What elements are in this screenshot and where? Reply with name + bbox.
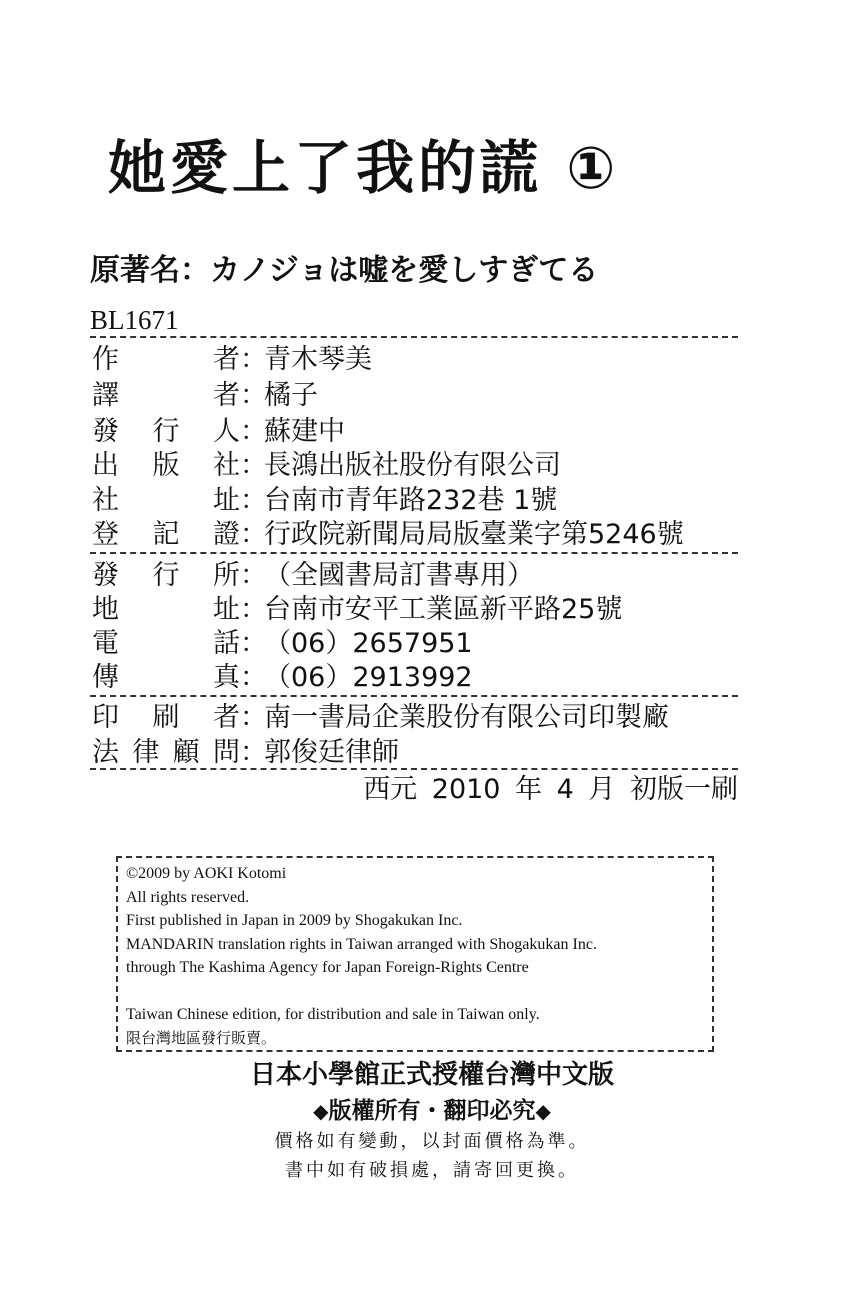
copyright-line: through The Kashima Agency for Japan Foreign-Rights Centre [126,959,529,977]
copyright-box [116,856,714,1052]
copyright-line: 限台灣地區發行販賣。 [126,1028,277,1047]
credit-separator: ： [240,450,267,481]
spacer [126,980,704,1003]
copyright-line: ©2009 by AOKI Kotomi [126,865,287,882]
publish-date: 西元 2010 年 4 月 初版一刷 [363,774,738,805]
credit-label: 出版社 [92,450,240,481]
credit-value: 行政院新聞局局版臺業字第5246號 [264,519,684,550]
credit-label: 發行所 [92,560,240,591]
credit-label: 傳真 [92,662,240,693]
credit-label: 登記證 [92,519,240,550]
credit-label: 譯者 [92,380,240,411]
credit-value: 台南市安平工業區新平路25號 [264,594,623,625]
credit-label: 印刷者 [92,702,240,733]
credit-value: 青木琴美 [264,344,372,375]
credit-row-fax [92,658,473,698]
credit-label: 社址 [92,485,240,516]
credit-separator: ： [240,737,267,768]
copyright-line: MANDARIN translation rights in Taiwan arranged with Shogakukan Inc. [126,935,597,953]
damage-notice: 書中如有破損處，請寄回更換。 [285,1160,579,1181]
credit-separator: ： [240,380,267,411]
credit-label: 作者 [92,344,240,375]
copyright-line: First published in Japan in 2009 by Shogakukan Inc. [126,912,463,930]
credit-row-press [92,446,561,486]
credit-separator: ： [240,702,267,733]
credit-separator: ： [240,594,267,625]
rights-statement [0,1095,864,1127]
credit-separator: ： [240,662,267,693]
credit-value: 長鴻出版社股份有限公司 [264,450,561,481]
credit-label: 發行人 [92,416,240,447]
book-title: 她愛上了我的謊 ① [108,134,620,202]
diamond-icon: ◆ [313,1099,329,1123]
credit-label: 法律顧問 [92,737,240,768]
credit-row-translator [92,376,318,416]
credit-separator: ： [240,560,267,591]
credit-value: 南一書局企業股份有限公司印製廠 [264,702,669,733]
original-title: 原著名：カノジョは嘘を愛しすぎてる [90,253,599,288]
price-notice: 價格如有變動，以封面價格為準。 [274,1131,590,1152]
credit-separator: ： [240,416,267,447]
divider [90,552,738,554]
credit-value: 台南市青年路232巷 1號 [264,485,558,516]
credit-row-author [92,340,372,380]
credit-value: （06）2913992 [264,662,473,693]
credit-row-registration [92,515,684,555]
credit-separator: ： [240,519,267,550]
copyright-line: All rights reserved. [126,888,250,906]
credit-value: 蘇建中 [264,416,345,447]
credit-value: 橘子 [264,380,318,411]
credit-value: （06）2657951 [264,628,473,659]
credit-value: 郭俊廷律師 [264,737,399,768]
diamond-icon: ◆ [535,1099,551,1123]
credit-row-printer [92,698,669,738]
credit-label: 電話 [92,628,240,659]
divider [90,336,738,338]
credit-separator: ： [240,485,267,516]
credit-separator: ： [240,344,267,375]
credit-separator: ： [240,628,267,659]
credit-value: （全國書局訂書專用） [264,560,534,591]
rights-text: 版權所有・翻印必究 [328,1098,536,1124]
book-code: BL1671 [90,305,179,335]
authorization-statement: 日本小學館正式授權台灣中文版 [249,1060,614,1090]
copyright-line: Taiwan Chinese edition, for distribution and sale in Taiwan only. [126,1005,540,1023]
credit-row-legal-counsel [92,733,399,773]
divider [90,695,738,697]
credit-label: 地址 [92,594,240,625]
